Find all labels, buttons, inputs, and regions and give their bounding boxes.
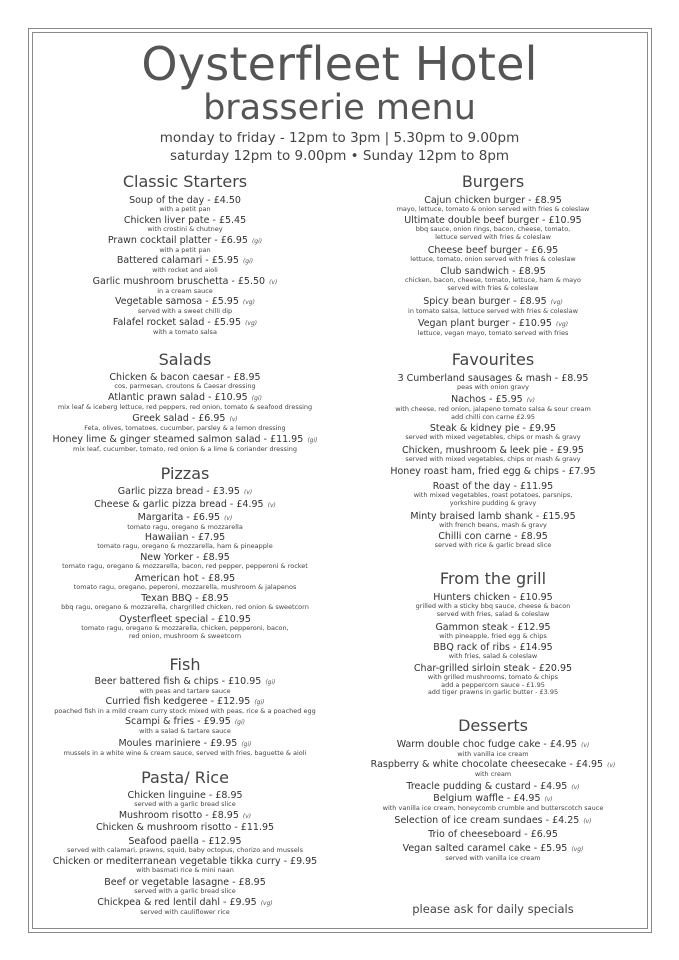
dietary-tag: (v) xyxy=(267,502,276,509)
dietary-tag: (vg) xyxy=(245,320,258,327)
daily-specials-note: please ask for daily specials xyxy=(412,902,574,916)
menu-item xyxy=(35,877,335,896)
menu-item-description: served with a sweet chilli dip xyxy=(137,307,233,315)
menu-item-description: tomato ragu, oregano & mozzarella, bacon, red pepper, pepperoni & rocket xyxy=(62,562,308,570)
menu-item xyxy=(35,372,335,391)
menu-item-description: with grilled mushrooms, tomato & chips xyxy=(427,673,559,681)
menu-item-name: BBQ rack of ribs - £14.95 xyxy=(433,642,553,653)
menu-item-name: Greek salad - £6.95 xyxy=(132,413,226,424)
menu-item xyxy=(35,856,335,875)
menu-item-name: New Yorker - £8.95 xyxy=(140,552,230,563)
menu-item-description: served with fries, salad & coleslaw xyxy=(436,609,550,618)
menu-item xyxy=(343,793,643,813)
menu-item-description: with pineapple, fried egg & chips xyxy=(439,632,547,640)
menu-item xyxy=(343,759,643,779)
menu-item xyxy=(35,790,335,809)
menu-item-name: Hawaiian - £7.95 xyxy=(144,532,226,543)
menu-item-name: Margarita - £6.95 xyxy=(137,512,221,523)
menu-item-name: Roast of the day - £11.95 xyxy=(432,481,554,492)
menu-item-name: Oysterfleet special - £10.95 xyxy=(119,614,251,625)
menu-item-name: Selection of ice cream sundaes - £4.25 xyxy=(394,815,580,826)
menu-item xyxy=(35,593,335,612)
menu-item-name: Scampi & fries - £9.95 xyxy=(125,716,231,727)
menu-item-description: served with vanilla ice cream xyxy=(445,854,541,862)
dietary-tag: (gi) xyxy=(254,699,265,706)
menu-item-name: Warm double choc fudge cake - £4.95 xyxy=(396,739,578,750)
menu-item-name: Nachos - £5.95 xyxy=(451,394,523,405)
menu-item-name: Texan BBQ - £8.95 xyxy=(141,593,229,604)
menu-item-name: Cheese & garlic pizza bread - £4.95 xyxy=(94,499,264,510)
section-title-pasta-rice: Pasta/ Rice xyxy=(141,768,229,787)
dietary-tag: (gi) xyxy=(241,741,252,748)
menu-item xyxy=(35,499,335,511)
menu-item xyxy=(35,413,335,433)
dietary-tag: (v) xyxy=(224,515,233,522)
menu-item xyxy=(343,592,643,618)
menu-item-name: Chicken linguine - £8.95 xyxy=(127,790,243,801)
menu-item-description: Feta, olives, tomatoes, cucumber, parsley & a lemon dressing xyxy=(84,424,286,432)
menu-item-name: Char-grilled sirloin steak - £20.95 xyxy=(413,663,573,674)
menu-item-name: Hunters chicken - £10.95 xyxy=(433,592,553,603)
dietary-tag: (gi) xyxy=(251,395,262,402)
menu-item xyxy=(343,445,643,464)
menu-item xyxy=(343,829,643,840)
menu-item-description: in a cream sauce xyxy=(157,287,213,295)
section-title-favourites: Favourites xyxy=(451,350,535,369)
menu-item-description: peas with onion gravy xyxy=(457,383,529,391)
menu-item-name: Raspberry & white chocolate cheesecake - £4.95 xyxy=(370,759,604,770)
menu-item xyxy=(35,276,335,296)
menu-item-description: tomato ragu, oregano & mozzarella, chicken, pepperoni, bacon, xyxy=(81,624,289,632)
dietary-tag: (vg) xyxy=(571,846,584,853)
opening-hours-weekend: saturday 12pm to 9.00pm • Sunday 12pm to 8pm xyxy=(169,148,510,164)
dietary-tag: (v) xyxy=(243,489,253,496)
menu-item xyxy=(343,481,643,507)
menu-item-description: with a tomato salsa xyxy=(153,328,217,336)
menu-item-description: red onion, mushroom & sweetcorn xyxy=(128,631,242,640)
menu-item xyxy=(35,676,335,696)
menu-item-name: American hot - £8.95 xyxy=(134,573,236,584)
dietary-tag: (gi) xyxy=(242,258,254,265)
menu-item xyxy=(35,317,335,337)
menu-item-name: Mushroom risotto - £8.95 xyxy=(118,810,239,821)
menu-item-name: Cheese beef burger - £6.95 xyxy=(427,245,559,256)
page-title: Oysterfleet Hotel xyxy=(141,37,538,91)
menu-item-name: Belgium waffle - £4.95 xyxy=(433,793,541,804)
menu-item xyxy=(35,195,335,214)
menu-item-description: tomato ragu, oregano, peperoni, mozzarella, mushroom & jalapenos xyxy=(73,583,297,591)
dietary-tag: (gi) xyxy=(251,238,263,245)
menu-item-description: with fries, salad & coleslaw xyxy=(448,652,538,660)
menu-item-name: 3 Cumberland sausages & mash - £8.95 xyxy=(397,373,589,384)
menu-item-description: cos, parmesan, croutons & Caesar dressing xyxy=(114,382,256,390)
menu-item-description: bbq sauce, onion rings, bacon, cheese, tomato, xyxy=(415,225,571,233)
menu-item xyxy=(35,696,335,716)
menu-item-name: Honey lime & ginger steamed salmon salad - £11.95 xyxy=(52,434,304,445)
menu-item-description: mayo, lettuce, tomato & onion served with fries & coleslaw xyxy=(396,205,590,213)
dietary-tag: (v) xyxy=(607,762,616,769)
menu-item-name: Curried fish kedgeree - £12.95 xyxy=(105,696,251,707)
menu-item-description: tomato ragu, oregano & mozzarella, ham & pineapple xyxy=(97,542,273,550)
menu-item-description: add chilli con carne £2.95 xyxy=(451,412,535,421)
menu-item xyxy=(343,195,643,214)
dietary-tag: (gi) xyxy=(307,437,318,444)
menu-item-name: Chicken & mushroom risotto - £11.95 xyxy=(95,822,275,833)
menu-item-description: bbq ragu, oregano & mozzarella, chargrilled chicken, red onion & sweetcorn xyxy=(61,603,309,611)
menu-item xyxy=(343,511,643,530)
menu-item-name: Moules mariniere - £9.95 xyxy=(118,738,238,749)
menu-item-description: with vanilla ice cream, honeycomb crumble and butterscotch sauce xyxy=(382,804,604,812)
dietary-tag: (v) xyxy=(242,813,252,820)
menu-item xyxy=(343,663,643,697)
section-title-fish: Fish xyxy=(169,655,201,674)
dietary-tag: (v) xyxy=(581,742,590,749)
menu-item-description: served with calamari, prawns, squid, baby octopus, chorizo and mussels xyxy=(67,846,303,854)
menu-item xyxy=(35,486,335,498)
menu-item xyxy=(343,781,643,793)
dietary-tag: (vg) xyxy=(260,900,273,907)
menu-item-description: with mixed vegetables, roast potatoes, parsnips, xyxy=(413,491,573,499)
menu-item xyxy=(35,822,335,833)
menu-item-name: Treacle pudding & custard - £4.95 xyxy=(406,781,568,792)
menu-item-description: with cheese, red onion, jalapeno tomato salsa & sour cream xyxy=(395,405,591,413)
dietary-tag: (v) xyxy=(269,279,278,286)
menu-item-description: with crostini & chutney xyxy=(147,225,223,233)
menu-item xyxy=(35,434,335,454)
menu-item xyxy=(35,573,335,592)
menu-item-description: with a salad & tartare sauce xyxy=(139,727,231,735)
menu-item xyxy=(343,531,643,550)
menu-item-name: Trio of cheeseboard - £6.95 xyxy=(428,829,558,840)
menu-item-description: chicken, bacon, cheese, tomato, lettuce, ham & mayo xyxy=(405,276,581,284)
menu-item-description: tomato ragu, oregano & mozzarella xyxy=(127,523,243,531)
menu-item-description: with french beans, mash & gravy xyxy=(439,521,547,529)
menu-item-name: Gammon steak - £12.95 xyxy=(435,622,551,633)
menu-item-name: Battered calamari - £5.95 xyxy=(116,255,239,266)
menu-item-name: Chicken, mushroom & leek pie - £9.95 xyxy=(402,445,584,456)
menu-item xyxy=(35,897,335,917)
menu-item xyxy=(343,215,643,241)
dietary-tag: (v) xyxy=(583,818,592,825)
menu-item-description: mix leaf & iceberg lettuce, red peppers, red onion, tomato & seafood dressing xyxy=(57,403,313,411)
menu-item-description: served with cauliflower rice xyxy=(140,908,230,916)
menu-item-name: Honey roast ham, fried egg & chips - £7.95 xyxy=(390,466,596,477)
section-title-salads: Salads xyxy=(158,350,212,369)
dietary-tag: (v) xyxy=(526,397,535,404)
menu-item-name: Chicken liver pate - £5.45 xyxy=(123,215,247,226)
dietary-tag: (vg) xyxy=(556,321,569,328)
dietary-tag: (gi) xyxy=(265,679,276,686)
menu-item-description: with rocket and aioli xyxy=(152,266,218,274)
menu-item xyxy=(343,296,643,316)
menu-item xyxy=(343,642,643,661)
menu-item xyxy=(35,255,335,275)
dietary-tag: (gi) xyxy=(234,719,245,726)
menu-item-description: add a peppercorn sauce - £1.95 xyxy=(441,680,545,689)
menu-item-description: with cream xyxy=(474,770,512,778)
section-title-classic-starters: Classic Starters xyxy=(122,172,248,191)
menu-item-name: Cajun chicken burger - £8.95 xyxy=(424,195,562,206)
menu-item xyxy=(343,245,643,264)
menu-item-description: with peas and tartare sauce xyxy=(139,687,231,695)
menu-item-name: Club sandwich - £8.95 xyxy=(440,266,546,277)
menu-item xyxy=(35,614,335,640)
menu-item-name: Minty braised lamb shank - £15.95 xyxy=(410,511,576,522)
dietary-tag: (v) xyxy=(229,416,238,423)
menu-item-description: mix leaf, cucumber, tomato, red onion & a lime & coriander dressing xyxy=(73,445,297,453)
menu-item-name: Chicken or mediterranean vegetable tikka curry - £9.95 xyxy=(52,856,318,867)
menu-item-description: served with rice & garlic bread slice xyxy=(434,541,552,549)
menu-item xyxy=(35,235,335,255)
menu-item xyxy=(343,423,643,442)
menu-item xyxy=(35,532,335,551)
page-subtitle: brasserie menu xyxy=(203,88,476,128)
menu-item xyxy=(343,466,643,477)
menu-item-description: served with mixed vegetables, chips or mash & gravy xyxy=(405,433,581,441)
menu-item-name: Soup of the day - £4.50 xyxy=(129,195,241,206)
menu-item-name: Seafood paella - £12.95 xyxy=(128,836,242,847)
menu-item xyxy=(343,843,643,863)
menu-item xyxy=(35,215,335,234)
menu-item-name: Prawn cocktail platter - £6.95 xyxy=(107,235,248,246)
dietary-tag: (vg) xyxy=(242,299,255,306)
menu-item xyxy=(343,815,643,827)
menu-item-name: Chicken & bacon caesar - £8.95 xyxy=(109,372,261,383)
menu-item-description: served with a garlic bread slice xyxy=(134,800,236,808)
menu-item xyxy=(35,836,335,855)
menu-item-name: Beer battered fish & chips - £10.95 xyxy=(94,676,262,687)
dietary-tag: (v) xyxy=(544,796,553,803)
menu-item xyxy=(343,373,643,392)
menu-item-description: lettuce, vegan mayo, tomato served with fries xyxy=(417,329,569,337)
opening-hours-weekday: monday to friday - 12pm to 3pm | 5.30pm to 9.00pm xyxy=(159,130,520,146)
menu-item-description: with a petit pan xyxy=(159,246,211,254)
menu-item-name: Chickpea & red lentil dahl - £9.95 xyxy=(97,897,257,908)
menu-item xyxy=(343,394,643,421)
menu-item-name: Steak & kidney pie - £9.95 xyxy=(429,423,557,434)
menu-item-name: Vegan plant burger - £10.95 xyxy=(417,318,552,329)
menu-item-description: lettuce, tomato, onion served with fries & coleslaw xyxy=(410,255,576,263)
menu-item-description: add tiger prawns in garlic butter - £3.95 xyxy=(427,688,559,696)
menu-item-name: Vegan salted caramel cake - £5.95 xyxy=(402,843,568,854)
menu-item xyxy=(35,512,335,532)
menu-item-name: Falafel rocket salad - £5.95 xyxy=(112,317,242,328)
section-title-from-the-grill: From the grill xyxy=(439,569,547,588)
menu-item-description: served with mixed vegetables, chips or mash & gravy xyxy=(405,455,581,463)
section-title-desserts: Desserts xyxy=(458,716,528,735)
menu-item xyxy=(35,296,335,316)
menu-item-name: Vegetable samosa - £5.95 xyxy=(115,296,239,307)
menu-item-description: served with a garlic bread slice xyxy=(134,887,236,895)
menu-item xyxy=(343,266,643,292)
menu-item xyxy=(35,392,335,412)
menu-item xyxy=(35,552,335,571)
menu-item-description: mussels in a white wine & cream sauce, served with fries, baguette & aioli xyxy=(63,749,307,757)
menu-item-name: Atlantic prawn salad - £10.95 xyxy=(108,392,248,403)
menu-item-name: Spicy bean burger - £8.95 xyxy=(423,296,547,307)
menu-item-description: poached fish in a mild cream curry stock mixed with peas, rice & a poached egg xyxy=(54,707,316,715)
menu-item-description: grilled with a sticky bbq sauce, cheese & bacon xyxy=(415,602,571,610)
menu-item-name: Chilli con carne - £8.95 xyxy=(438,531,548,542)
menu-item xyxy=(35,716,335,736)
menu-item-description: served with fries & coleslaw xyxy=(447,283,539,292)
dietary-tag: (v) xyxy=(571,784,580,791)
menu-item xyxy=(343,318,643,338)
menu-item-name: Ultimate double beef burger - £10.95 xyxy=(404,215,582,226)
menu-item xyxy=(343,739,643,759)
dietary-tag: (vg) xyxy=(550,299,563,306)
menu-item-description: in tomato salsa, lettuce served with fries & coleslaw xyxy=(408,307,578,315)
menu-item xyxy=(35,738,335,758)
menu-item-description: with a petit pan xyxy=(159,205,211,213)
menu-item-name: Garlic pizza bread - £3.95 xyxy=(117,486,240,497)
section-title-burgers: Burgers xyxy=(461,172,525,191)
section-title-pizzas: Pizzas xyxy=(160,464,210,483)
menu-item-description: yorkshire pudding & gravy xyxy=(449,498,537,507)
menu-item-description: lettuce served with fries & coleslaw xyxy=(435,232,551,241)
menu-item-name: Garlic mushroom bruschetta - £5.50 xyxy=(92,276,266,287)
menu-item-name: Beef or vegetable lasagne - £8.95 xyxy=(104,877,266,888)
menu-item-description: with basmati rice & mini naan xyxy=(136,866,234,874)
menu-item xyxy=(343,622,643,641)
menu-item-description: with vanilla ice cream xyxy=(457,750,529,758)
menu-item xyxy=(35,810,335,822)
